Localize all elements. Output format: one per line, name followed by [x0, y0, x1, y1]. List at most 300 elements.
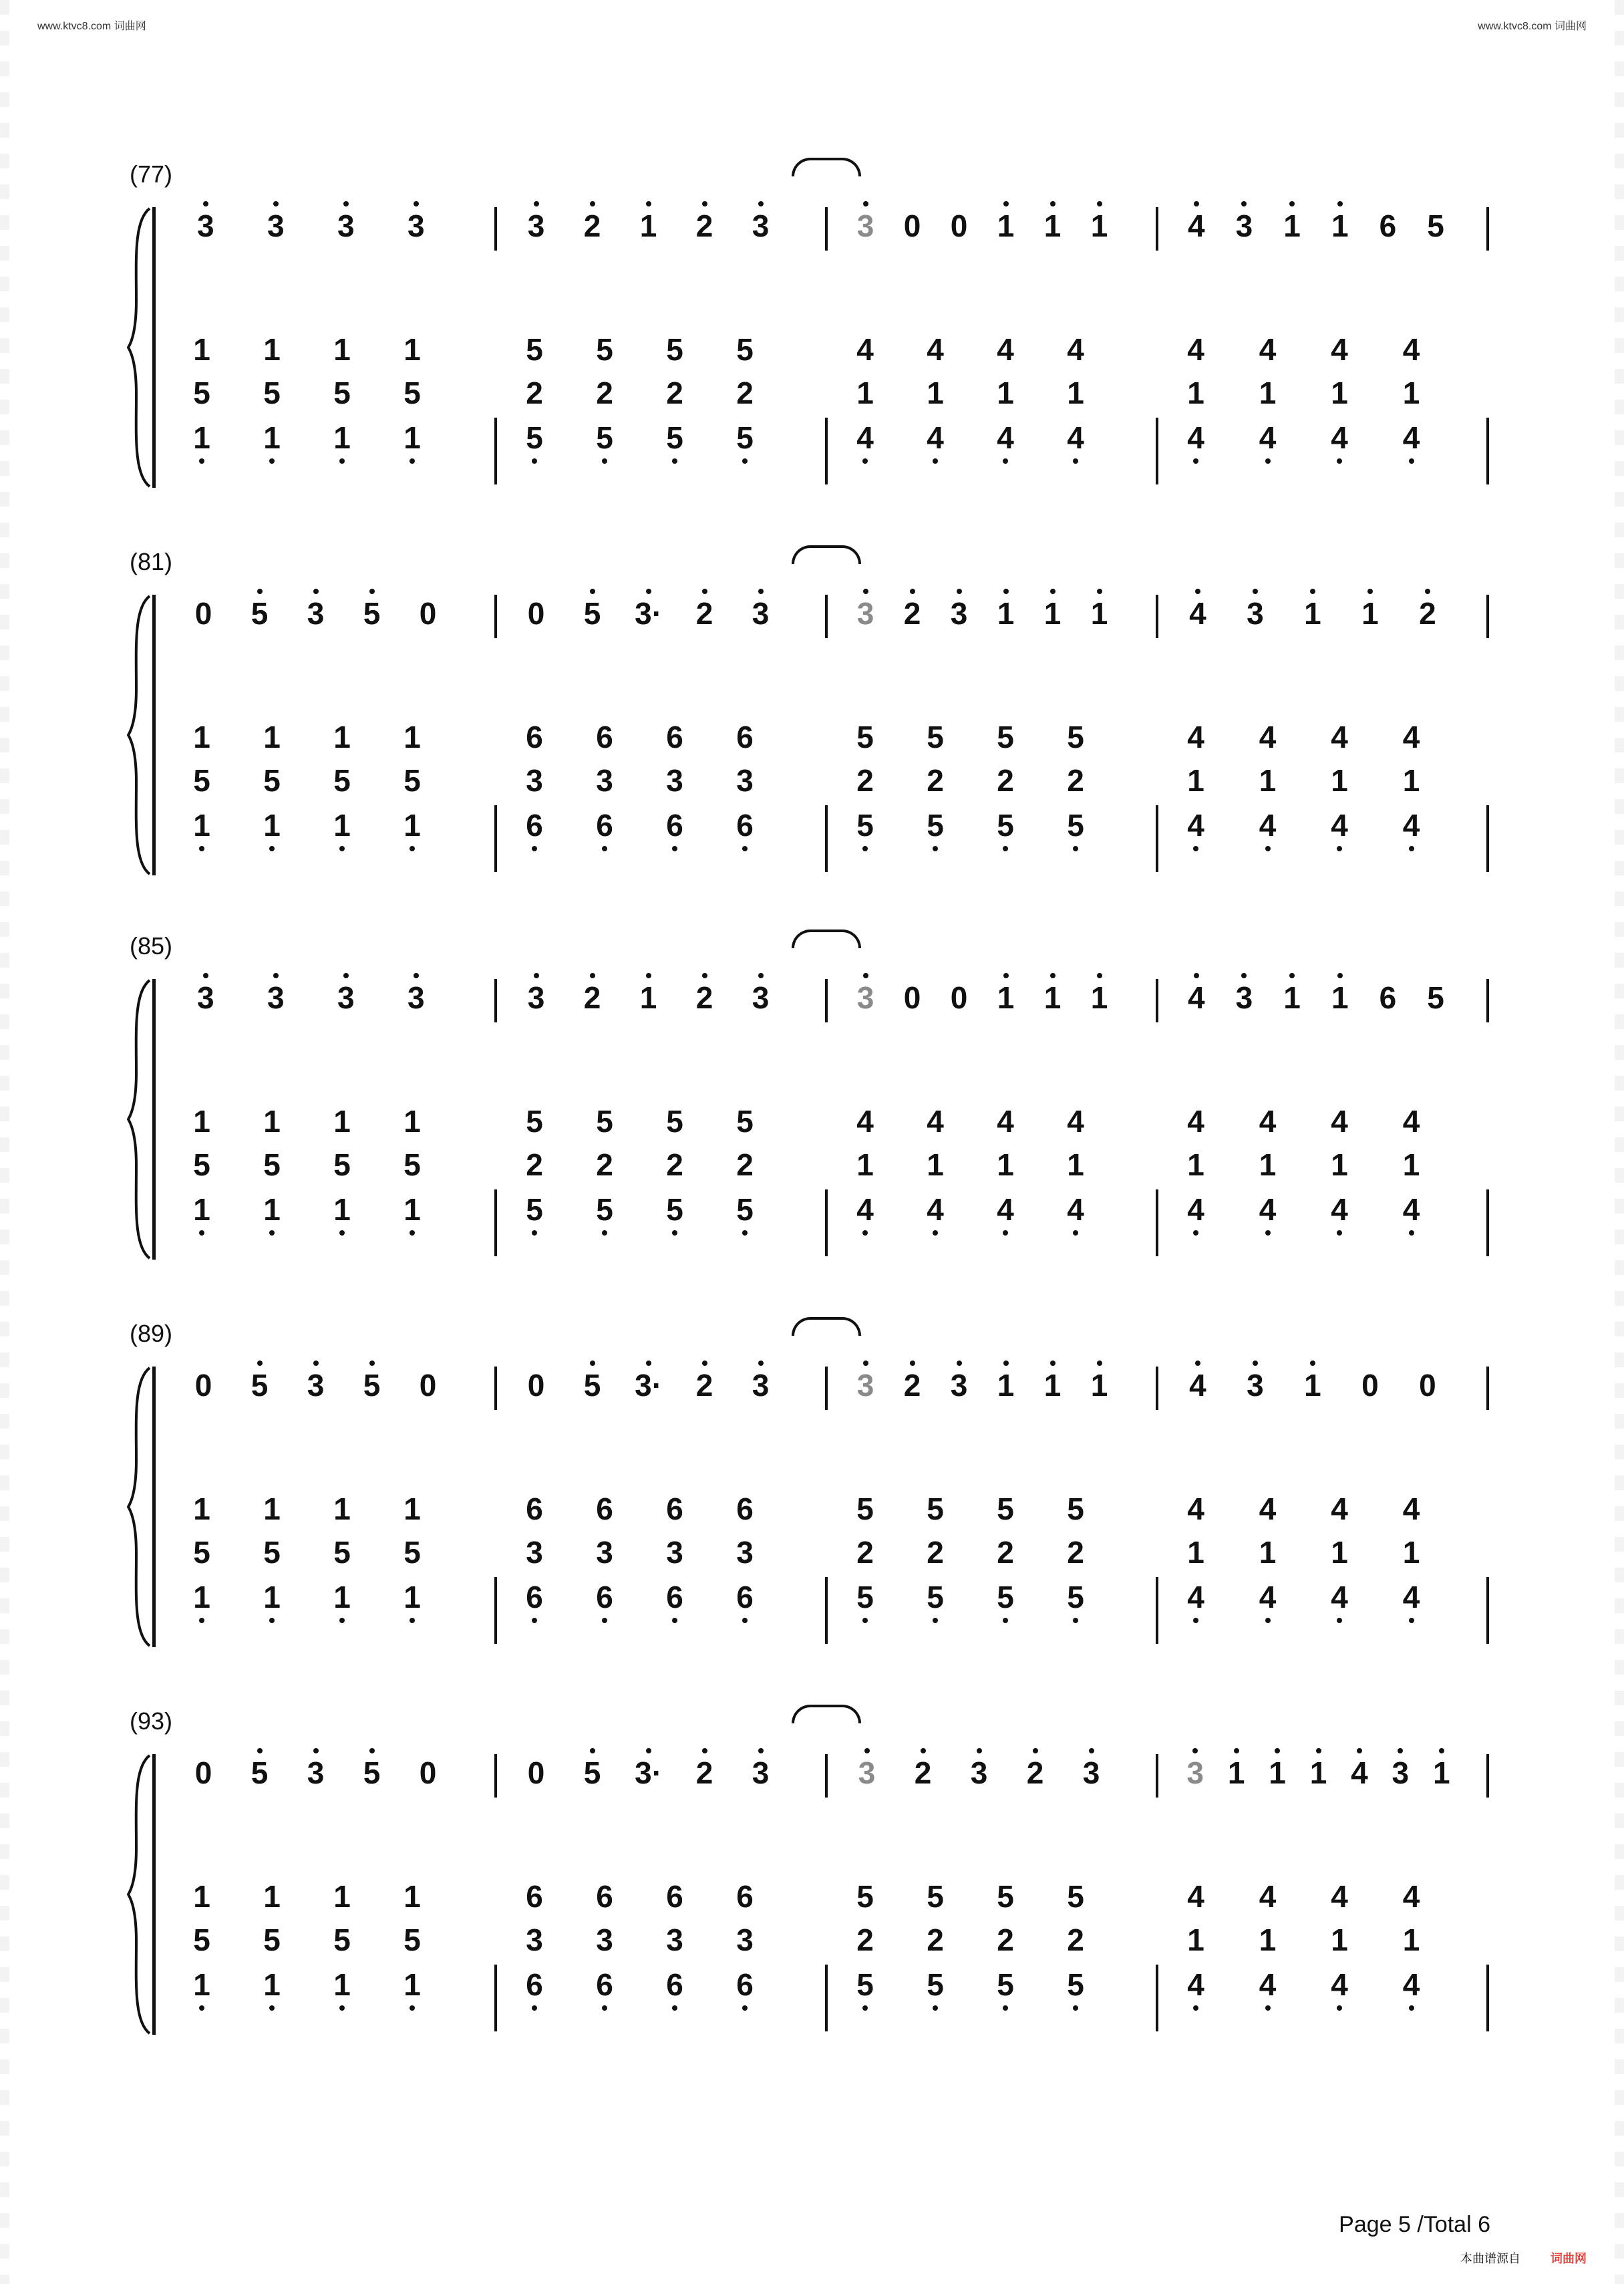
treble-barline — [494, 1754, 497, 1798]
bass-note: 4 — [1331, 332, 1348, 367]
octave-dot — [758, 589, 764, 594]
bass-note: 6 — [596, 1967, 613, 2002]
treble-note: 1 — [997, 208, 1015, 243]
bass-note: 4 — [1259, 332, 1277, 367]
bass-note: 4 — [1402, 1967, 1420, 2002]
treble-note: 3 — [307, 1368, 325, 1403]
treble-note: 0 — [903, 208, 921, 243]
low-octave-dot — [602, 458, 607, 464]
treble-note: 1 — [639, 208, 657, 243]
bass-note: 4 — [1187, 1879, 1204, 1914]
page-indicator: Page 5 /Total 6 — [1339, 2212, 1490, 2237]
bass-note: 1 — [1259, 763, 1277, 798]
bass-note: 5 — [927, 1580, 944, 1614]
treble-note: 0 — [419, 596, 437, 631]
low-octave-dot — [1073, 1230, 1078, 1236]
bass-note: 5 — [856, 808, 874, 843]
treble-note: 2 — [695, 1755, 713, 1790]
bass-note: 4 — [1331, 720, 1348, 754]
bass-note: 1 — [193, 420, 210, 455]
bass-note: 2 — [997, 763, 1014, 798]
low-octave-dot — [1193, 846, 1198, 851]
octave-dot — [369, 1748, 375, 1753]
treble-note: 3 — [950, 596, 968, 631]
bass-note: 1 — [333, 1967, 351, 2002]
low-octave-dot — [532, 1230, 537, 1236]
low-octave-dot — [532, 846, 537, 851]
bass-note: 1 — [333, 1104, 351, 1139]
bass-note: 2 — [666, 376, 683, 410]
bass-note: 6 — [666, 1580, 683, 1614]
system-start-line — [152, 979, 156, 1260]
octave-dot — [1367, 589, 1373, 594]
bass-note: 5 — [1067, 1580, 1084, 1614]
bass-note: 6 — [736, 808, 754, 843]
bass-note: 5 — [856, 1967, 874, 2002]
treble-note: 1 — [1283, 208, 1301, 243]
octave-dot — [1439, 1748, 1444, 1753]
low-octave-dot — [339, 458, 345, 464]
bass-barline — [825, 1577, 828, 1644]
octave-dot — [343, 201, 349, 206]
low-octave-dot — [862, 458, 868, 464]
bass-note: 3 — [736, 1535, 754, 1570]
octave-dot — [534, 973, 539, 978]
bass-note: 5 — [997, 1879, 1014, 1914]
treble-note: 5 — [251, 1755, 269, 1790]
bass-note: 5 — [1067, 1967, 1084, 2002]
bass-note: 5 — [596, 1104, 613, 1139]
treble-note: 5 — [1427, 980, 1444, 1015]
octave-dot — [1097, 589, 1102, 594]
treble-barline — [494, 979, 497, 1022]
bass-note: 5 — [333, 1922, 351, 1957]
treble-note: 3 — [752, 1368, 770, 1403]
octave-dot — [1003, 201, 1009, 206]
bass-note: 4 — [997, 1192, 1014, 1227]
staff-system — [0, 1320, 1624, 1747]
bass-note: 1 — [263, 1192, 281, 1227]
system-start-line — [152, 1367, 156, 1647]
bass-note: 2 — [856, 763, 874, 798]
treble-note: 1 — [1331, 208, 1349, 243]
low-octave-dot — [339, 846, 345, 851]
treble-note: 3 — [856, 208, 874, 243]
bass-note: 1 — [193, 1491, 210, 1526]
bass-note: 4 — [1259, 1104, 1277, 1139]
low-octave-dot — [339, 1230, 345, 1236]
bass-note: 1 — [1402, 1535, 1420, 1570]
low-octave-dot — [199, 1230, 204, 1236]
treble-barline — [494, 207, 497, 251]
treble-note: 1 — [1090, 1368, 1108, 1403]
bass-note: 6 — [596, 1491, 613, 1526]
treble-note: 3 — [407, 980, 425, 1015]
bass-note: 5 — [333, 763, 351, 798]
footer-brand-logo: 词曲网 — [1551, 2252, 1587, 2265]
low-octave-dot — [672, 458, 677, 464]
bass-note: 4 — [1402, 720, 1420, 754]
octave-dot — [863, 1361, 868, 1366]
bass-note: 3 — [736, 1922, 754, 1957]
bass-note: 5 — [403, 1147, 421, 1182]
bass-note: 4 — [1067, 1104, 1084, 1139]
low-octave-dot — [862, 846, 868, 851]
bass-note: 5 — [736, 1192, 754, 1227]
bass-note: 3 — [666, 1922, 683, 1957]
treble-note: 3 — [337, 208, 355, 243]
treble-note: 5 — [251, 596, 269, 631]
low-octave-dot — [1409, 458, 1414, 464]
treble-note: 0 — [419, 1368, 437, 1403]
treble-note: 3 — [527, 208, 545, 243]
bass-note: 5 — [596, 1192, 613, 1227]
low-octave-dot — [410, 846, 415, 851]
octave-dot — [758, 1748, 764, 1753]
bass-note: 2 — [997, 1922, 1014, 1957]
bass-barline — [1156, 1965, 1158, 2031]
octave-dot — [313, 1361, 319, 1366]
octave-dot — [1050, 1361, 1055, 1366]
bass-note: 2 — [596, 1147, 613, 1182]
bass-note: 1 — [403, 1192, 421, 1227]
octave-dot — [1241, 973, 1247, 978]
bass-note: 4 — [1331, 808, 1348, 843]
bass-note: 4 — [1067, 420, 1084, 455]
low-octave-dot — [532, 1618, 537, 1623]
bass-note: 5 — [193, 376, 210, 410]
bass-note: 5 — [997, 1967, 1014, 2002]
low-octave-dot — [410, 458, 415, 464]
low-octave-dot — [672, 1618, 677, 1623]
bass-note: 5 — [927, 720, 944, 754]
bass-note: 1 — [1259, 1535, 1277, 1570]
bass-note: 1 — [403, 1491, 421, 1526]
low-octave-dot — [1409, 846, 1414, 851]
bass-note: 1 — [403, 332, 421, 367]
bass-note: 4 — [1187, 1580, 1204, 1614]
bass-note: 4 — [1402, 1104, 1420, 1139]
low-octave-dot — [1265, 1618, 1271, 1623]
low-octave-dot — [742, 1618, 748, 1623]
bass-barline — [1486, 1577, 1489, 1644]
bass-note: 2 — [856, 1535, 874, 1570]
low-octave-dot — [269, 1230, 275, 1236]
bass-note: 5 — [666, 1104, 683, 1139]
treble-note: 2 — [1026, 1755, 1044, 1790]
treble-note: 3 — [527, 980, 545, 1015]
bass-note: 1 — [1187, 1535, 1204, 1570]
bass-note: 2 — [997, 1535, 1014, 1570]
bass-note: 5 — [263, 1535, 281, 1570]
bass-barline — [494, 1965, 497, 2031]
bass-note: 2 — [736, 376, 754, 410]
low-octave-dot — [933, 458, 938, 464]
bass-note: 2 — [927, 763, 944, 798]
octave-dot — [1097, 1361, 1102, 1366]
bass-note: 5 — [263, 1147, 281, 1182]
bass-note: 3 — [526, 763, 543, 798]
bass-note: 5 — [333, 376, 351, 410]
treble-note: 1 — [1090, 596, 1108, 631]
bass-barline — [825, 805, 828, 872]
bass-note: 1 — [856, 1147, 874, 1182]
bass-note: 1 — [263, 720, 281, 754]
octave-dot — [414, 201, 419, 206]
bass-note: 1 — [263, 420, 281, 455]
bass-note: 5 — [997, 1580, 1014, 1614]
treble-note: 1 — [1043, 208, 1062, 243]
bass-note: 4 — [1187, 420, 1204, 455]
bass-note: 2 — [927, 1535, 944, 1570]
treble-note: 3 — [307, 596, 325, 631]
treble-note: 2 — [695, 980, 713, 1015]
low-octave-dot — [862, 2005, 868, 2011]
bass-note: 4 — [856, 1104, 874, 1139]
bass-note: 6 — [596, 1580, 613, 1614]
treble-note: 3 — [267, 208, 285, 243]
bass-note: 5 — [856, 1491, 874, 1526]
treble-note: 3 — [856, 1368, 874, 1403]
octave-dot — [1003, 1361, 1009, 1366]
low-octave-dot — [1073, 458, 1078, 464]
bass-note: 1 — [333, 720, 351, 754]
low-octave-dot — [532, 458, 537, 464]
treble-note: 1 — [1043, 980, 1062, 1015]
bass-note: 5 — [856, 1879, 874, 1914]
low-octave-dot — [1003, 458, 1008, 464]
treble-barline — [1486, 595, 1489, 638]
treble-note: 5 — [363, 1368, 381, 1403]
bass-note: 6 — [526, 720, 543, 754]
bass-note: 6 — [666, 720, 683, 754]
treble-barline — [1486, 207, 1489, 251]
low-octave-dot — [199, 1618, 204, 1623]
bass-note: 5 — [193, 1147, 210, 1182]
octave-dot — [921, 1748, 926, 1753]
treble-note: 1 — [1227, 1755, 1245, 1790]
bass-note: 1 — [1331, 1535, 1348, 1570]
low-octave-dot — [1265, 2005, 1271, 2011]
grand-staff-brace — [127, 595, 154, 875]
bass-note: 1 — [403, 808, 421, 843]
bass-note: 4 — [1259, 1967, 1277, 2002]
octave-dot — [702, 1748, 707, 1753]
bass-note: 4 — [1402, 1879, 1420, 1914]
bass-note: 4 — [997, 332, 1014, 367]
bass-note: 1 — [263, 1580, 281, 1614]
treble-note: 5 — [583, 1368, 601, 1403]
treble-note: 1 — [1090, 208, 1108, 243]
bass-note: 4 — [856, 420, 874, 455]
treble-note: 3 — [196, 980, 214, 1015]
treble-note: 6 — [1379, 980, 1397, 1015]
treble-note: 1 — [997, 980, 1015, 1015]
bass-note: 5 — [193, 763, 210, 798]
octave-dot — [863, 589, 868, 594]
treble-note: 3 — [970, 1755, 988, 1790]
treble-note: 3 — [752, 596, 770, 631]
low-octave-dot — [742, 846, 748, 851]
bass-note: 5 — [526, 420, 543, 455]
bass-note: 2 — [1067, 1535, 1084, 1570]
octave-dot — [343, 973, 349, 978]
bass-note: 6 — [736, 1879, 754, 1914]
bass-note: 4 — [1331, 1491, 1348, 1526]
grand-staff-brace — [127, 1754, 154, 2035]
treble-note: 3 — [337, 980, 355, 1015]
bass-note: 5 — [403, 376, 421, 410]
bass-note: 1 — [193, 720, 210, 754]
bass-note: 4 — [1402, 1580, 1420, 1614]
bass-note: 5 — [596, 332, 613, 367]
treble-note: 1 — [1090, 980, 1108, 1015]
treble-note: 3 — [752, 208, 770, 243]
low-octave-dot — [410, 1618, 415, 1623]
bass-note: 6 — [526, 1580, 543, 1614]
treble-note: 0 — [527, 596, 545, 631]
bass-note: 3 — [596, 1535, 613, 1570]
octave-dot — [1241, 201, 1247, 206]
bass-note: 1 — [193, 1192, 210, 1227]
octave-dot — [702, 201, 707, 206]
octave-dot — [758, 973, 764, 978]
bass-note: 2 — [526, 376, 543, 410]
bass-note: 5 — [927, 808, 944, 843]
bass-barline — [494, 805, 497, 872]
treble-note: 2 — [695, 208, 713, 243]
footer-source-text: 本曲谱源自 — [1460, 2252, 1520, 2265]
octave-dot — [977, 1748, 982, 1753]
octave-dot — [203, 973, 208, 978]
bass-note: 1 — [1331, 763, 1348, 798]
bass-note: 1 — [1331, 1147, 1348, 1182]
treble-note: 3 — [856, 980, 874, 1015]
treble-note: 1 — [1283, 980, 1301, 1015]
bass-note: 5 — [666, 332, 683, 367]
bass-note: 4 — [1402, 1192, 1420, 1227]
bass-note: 5 — [927, 1879, 944, 1914]
low-octave-dot — [1003, 1618, 1008, 1623]
bass-note: 5 — [263, 1922, 281, 1957]
octave-dot — [1194, 201, 1199, 206]
treble-note: 0 — [1361, 1368, 1379, 1403]
octave-dot — [257, 1748, 263, 1753]
low-octave-dot — [933, 1230, 938, 1236]
treble-note: 0 — [527, 1368, 545, 1403]
octave-dot — [590, 201, 595, 206]
bass-barline — [825, 1189, 828, 1256]
treble-note: 1 — [997, 1368, 1015, 1403]
bass-note: 4 — [1402, 332, 1420, 367]
bass-note: 1 — [403, 720, 421, 754]
low-octave-dot — [933, 1618, 938, 1623]
bass-note: 6 — [666, 1491, 683, 1526]
octave-dot — [1050, 589, 1055, 594]
bass-note: 1 — [997, 376, 1014, 410]
bass-note: 5 — [927, 1967, 944, 2002]
octave-dot — [957, 589, 962, 594]
bass-note: 3 — [526, 1922, 543, 1957]
bass-note: 1 — [1402, 1922, 1420, 1957]
bass-note: 5 — [333, 1535, 351, 1570]
low-octave-dot — [199, 458, 204, 464]
bass-note: 1 — [193, 1580, 210, 1614]
bass-note: 6 — [666, 1879, 683, 1914]
bass-barline — [825, 1965, 828, 2031]
bass-note: 1 — [333, 1491, 351, 1526]
bass-note: 6 — [596, 808, 613, 843]
treble-note: 0 — [950, 980, 968, 1015]
treble-barline — [1486, 1754, 1489, 1798]
low-octave-dot — [1337, 846, 1342, 851]
treble-note: 2 — [583, 980, 601, 1015]
treble-note: 3 — [407, 208, 425, 243]
low-octave-dot — [1003, 1230, 1008, 1236]
bass-note: 4 — [997, 420, 1014, 455]
low-octave-dot — [199, 2005, 204, 2011]
bass-note: 6 — [596, 720, 613, 754]
treble-note: 5 — [363, 1755, 381, 1790]
bass-note: 2 — [927, 1922, 944, 1957]
octave-dot — [863, 973, 868, 978]
grand-staff-brace — [127, 1367, 154, 1647]
treble-barline — [825, 595, 828, 638]
bass-barline — [1156, 1189, 1158, 1256]
treble-note: 2 — [903, 1368, 921, 1403]
bass-note: 1 — [1187, 1922, 1204, 1957]
bass-note: 4 — [1331, 1967, 1348, 2002]
bass-note: 5 — [596, 420, 613, 455]
octave-dot — [1089, 1748, 1094, 1753]
low-octave-dot — [1265, 458, 1271, 464]
low-octave-dot — [602, 2005, 607, 2011]
bass-note: 4 — [1402, 1491, 1420, 1526]
bass-note: 6 — [666, 808, 683, 843]
bass-note: 1 — [193, 1967, 210, 2002]
bass-note: 4 — [1187, 720, 1204, 754]
treble-note: 3 — [1082, 1755, 1100, 1790]
bass-note: 5 — [263, 763, 281, 798]
bass-barline — [494, 418, 497, 484]
bass-note: 4 — [1259, 420, 1277, 455]
bass-note: 4 — [1331, 1879, 1348, 1914]
low-octave-dot — [1003, 2005, 1008, 2011]
bass-note: 1 — [1331, 1922, 1348, 1957]
low-octave-dot — [269, 846, 275, 851]
treble-note: 0 — [950, 208, 968, 243]
bass-note: 4 — [1187, 1967, 1204, 2002]
bass-note: 1 — [263, 808, 281, 843]
bass-note: 1 — [1187, 1147, 1204, 1182]
measure-number: (89) — [130, 1320, 173, 1347]
bass-note: 5 — [997, 720, 1014, 754]
bass-note: 3 — [736, 763, 754, 798]
treble-note: 4 — [1187, 980, 1205, 1015]
treble-note: 2 — [695, 1368, 713, 1403]
bass-note: 1 — [1402, 376, 1420, 410]
treble-barline — [1156, 595, 1158, 638]
low-octave-dot — [742, 2005, 748, 2011]
bass-note: 4 — [1259, 1192, 1277, 1227]
bass-note: 4 — [1187, 1192, 1204, 1227]
header-site-left: www.ktvc8.com 词曲网 — [37, 21, 146, 32]
bass-note: 4 — [1259, 808, 1277, 843]
bass-note: 1 — [1402, 1147, 1420, 1182]
bass-note: 6 — [596, 1879, 613, 1914]
treble-note: 5 — [583, 1755, 601, 1790]
low-octave-dot — [410, 2005, 415, 2011]
